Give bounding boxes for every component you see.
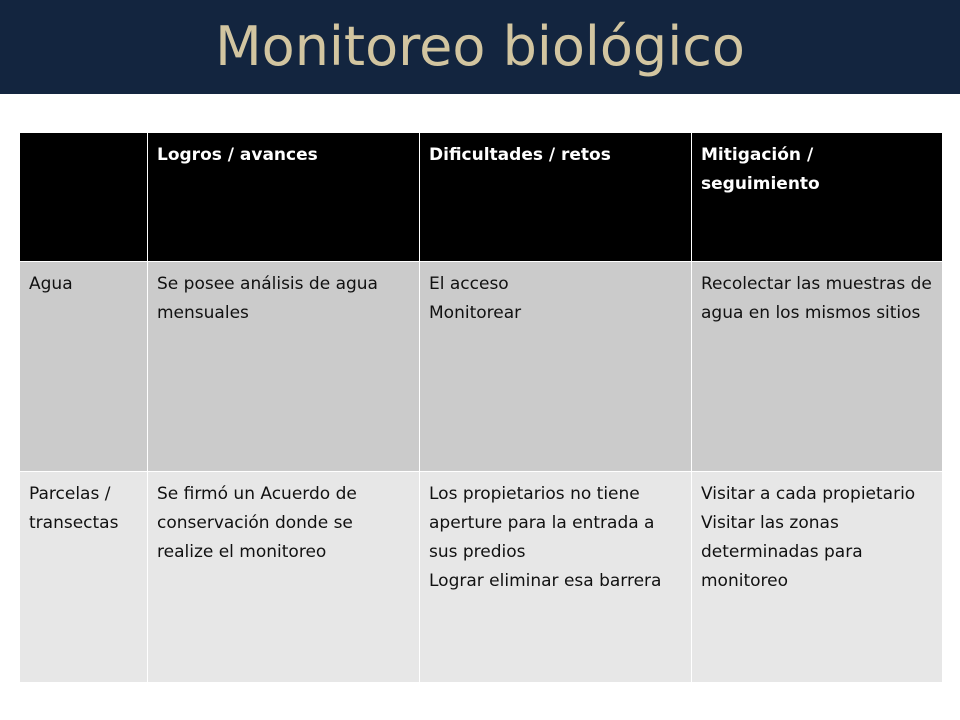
- table-row: [20, 472, 943, 683]
- mitigacion-text: Recolectar las muestras de agua en los mismos sitios: [701, 274, 932, 323]
- header-cell-mitigacion: Mitigación / seguimiento: [692, 133, 943, 262]
- page-title: Monitoreo biológico: [215, 15, 745, 78]
- row-label: Parcelas / transectas: [29, 484, 119, 533]
- dificultades-cell: [420, 472, 692, 683]
- table-header-row: [20, 133, 943, 262]
- dificultades-cell: [420, 262, 692, 472]
- header-cell-dificultades: Dificultades / retos: [420, 133, 692, 262]
- mitigacion-text: Visitar las zonas determinadas para monitoreo: [701, 513, 863, 591]
- dificultades-text: Los propietarios no tiene aperture para la entrada a sus predios: [429, 484, 655, 562]
- logros-text: Se firmó un Acuerdo de conservación donde se realize el monitoreo: [157, 484, 357, 562]
- logros-cell: [148, 262, 420, 472]
- monitoring-table: [19, 132, 943, 683]
- logros-text: Se posee análisis de agua mensuales: [157, 274, 378, 323]
- dificultades-text: Lograr eliminar esa barrera: [429, 571, 662, 591]
- header-cell-logros: Logros / avances: [148, 133, 420, 262]
- dificultades-text: El acceso: [429, 274, 509, 294]
- mitigacion-cell: [692, 472, 943, 683]
- header-cell-empty: [20, 133, 148, 262]
- row-label-cell: [20, 262, 148, 472]
- mitigacion-cell: [692, 262, 943, 472]
- table-row: [20, 262, 943, 472]
- mitigacion-text: Visitar a cada propietario: [701, 484, 916, 504]
- logros-cell: [148, 472, 420, 683]
- dificultades-text: Monitorear: [429, 303, 522, 323]
- row-label-cell: [20, 472, 148, 683]
- row-label: Agua: [29, 274, 73, 294]
- title-bar: [0, 0, 960, 94]
